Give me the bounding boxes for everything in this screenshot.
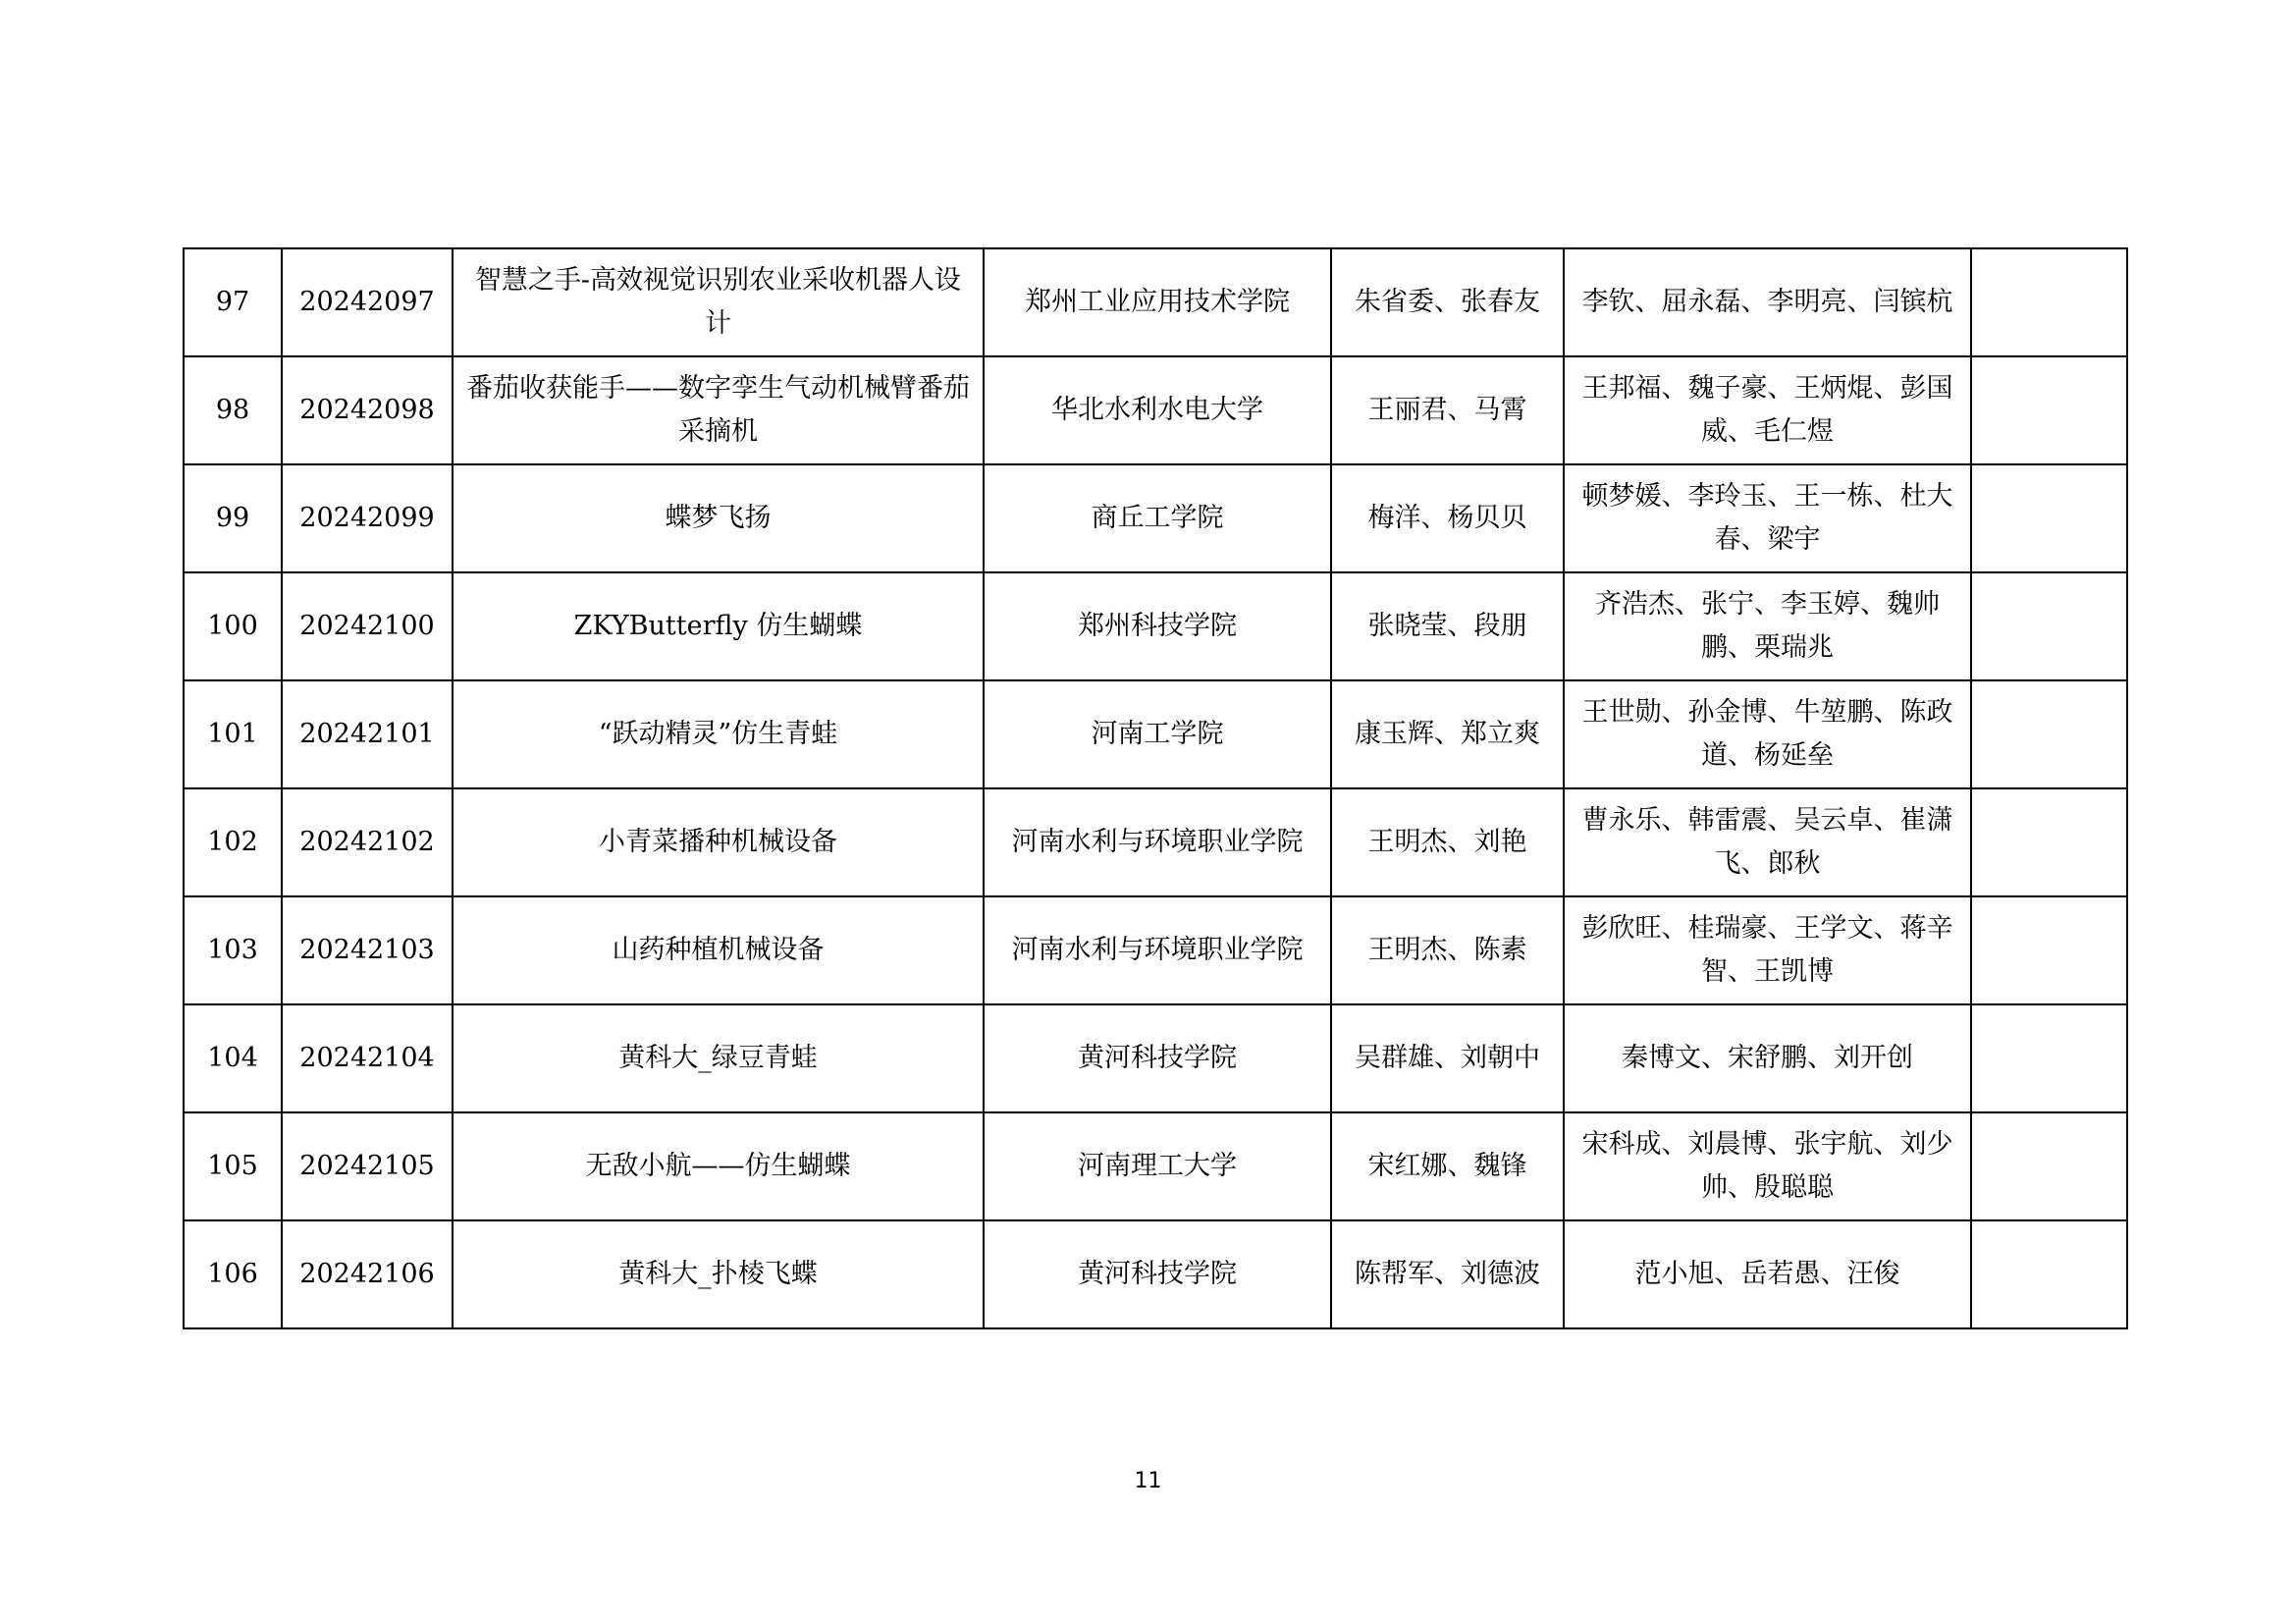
row-index-cell: 103 [184,896,282,1004]
school-cell: 河南工学院 [984,680,1331,788]
remarks-cell [1971,572,2127,680]
remarks-cell [1971,680,2127,788]
table-row [184,680,2127,788]
school-cell: 河南理工大学 [984,1112,1331,1220]
school-cell: 黄河科技学院 [984,1220,1331,1328]
project-title-cell: 黄科大_绿豆青蛙 [453,1004,984,1112]
team-members-cell: 范小旭、岳若愚、汪俊 [1564,1220,1971,1328]
team-members-cell: 顿梦媛、李玲玉、王一栋、杜大春、梁宇 [1564,464,1971,572]
remarks-cell [1971,356,2127,464]
team-members-cell: 王邦福、魏子豪、王炳焜、彭国威、毛仁煜 [1564,356,1971,464]
school-cell: 华北水利水电大学 [984,356,1331,464]
project-code-cell: 20242104 [282,1004,453,1112]
row-index-cell: 104 [184,1004,282,1112]
remarks-cell [1971,896,2127,1004]
row-index-cell: 101 [184,680,282,788]
project-title-cell: 蝶梦飞扬 [453,464,984,572]
team-members-cell: 李钦、屈永磊、李明亮、闫镔杭 [1564,248,1971,356]
table-row [184,248,2127,356]
team-members-cell: 王世勋、孙金博、牛堃鹏、陈政道、杨延垒 [1564,680,1971,788]
row-index-cell: 106 [184,1220,282,1328]
project-code-cell: 20242097 [282,248,453,356]
advisors-cell: 朱省委、张春友 [1331,248,1564,356]
table-row [184,1004,2127,1112]
project-code-cell: 20242100 [282,572,453,680]
project-code-cell: 20242102 [282,788,453,896]
school-cell: 商丘工学院 [984,464,1331,572]
project-title-cell: 山药种植机械设备 [453,896,984,1004]
school-cell: 郑州科技学院 [984,572,1331,680]
row-index-cell: 100 [184,572,282,680]
remarks-cell [1971,248,2127,356]
remarks-cell [1971,464,2127,572]
team-members-cell: 宋科成、刘晨博、张宇航、刘少帅、殷聪聪 [1564,1112,1971,1220]
project-code-cell: 20242098 [282,356,453,464]
project-code-cell: 20242101 [282,680,453,788]
advisors-cell: 梅洋、杨贝贝 [1331,464,1564,572]
school-cell: 郑州工业应用技术学院 [984,248,1331,356]
remarks-cell [1971,788,2127,896]
project-code-cell: 20242099 [282,464,453,572]
row-index-cell: 105 [184,1112,282,1220]
project-code-cell: 20242105 [282,1112,453,1220]
project-code-cell: 20242106 [282,1220,453,1328]
team-members-cell: 秦博文、宋舒鹏、刘开创 [1564,1004,1971,1112]
advisors-cell: 康玉辉、郑立爽 [1331,680,1564,788]
table-row [184,572,2127,680]
advisors-cell: 宋红娜、魏锋 [1331,1112,1564,1220]
advisors-cell: 陈帮军、刘德波 [1331,1220,1564,1328]
project-title-cell: 黄科大_扑棱飞蝶 [453,1220,984,1328]
page-number: 11 [1134,1469,1162,1493]
table-row [184,896,2127,1004]
advisors-cell: 吴群雄、刘朝中 [1331,1004,1564,1112]
table-row [184,788,2127,896]
award-table [183,247,2128,1329]
project-title-cell: 番茄收获能手——数字孪生气动机械臂番茄采摘机 [453,356,984,464]
row-index-cell: 98 [184,356,282,464]
project-title-cell: ZKYButterfly 仿生蝴蝶 [453,572,984,680]
advisors-cell: 王明杰、陈素 [1331,896,1564,1004]
advisors-cell: 张晓莹、段朋 [1331,572,1564,680]
table-row [184,1112,2127,1220]
remarks-cell [1971,1004,2127,1112]
row-index-cell: 99 [184,464,282,572]
remarks-cell [1971,1112,2127,1220]
row-index-cell: 97 [184,248,282,356]
school-cell: 黄河科技学院 [984,1004,1331,1112]
advisors-cell: 王丽君、马霄 [1331,356,1564,464]
project-title-cell: 智慧之手-高效视觉识别农业采收机器人设计 [453,248,984,356]
school-cell: 河南水利与环境职业学院 [984,788,1331,896]
table-row [184,356,2127,464]
school-cell: 河南水利与环境职业学院 [984,896,1331,1004]
team-members-cell: 彭欣旺、桂瑞豪、王学文、蒋辛智、王凯博 [1564,896,1971,1004]
project-title-cell: 无敌小航——仿生蝴蝶 [453,1112,984,1220]
project-title-cell: 小青菜播种机械设备 [453,788,984,896]
team-members-cell: 曹永乐、韩雷震、吴云卓、崔潇飞、郎秋 [1564,788,1971,896]
remarks-cell [1971,1220,2127,1328]
project-code-cell: 20242103 [282,896,453,1004]
advisors-cell: 王明杰、刘艳 [1331,788,1564,896]
project-title-cell: “跃动精灵”仿生青蛙 [453,680,984,788]
team-members-cell: 齐浩杰、张宁、李玉婷、魏帅鹏、栗瑞兆 [1564,572,1971,680]
row-index-cell: 102 [184,788,282,896]
table-row [184,1220,2127,1328]
table-row [184,464,2127,572]
